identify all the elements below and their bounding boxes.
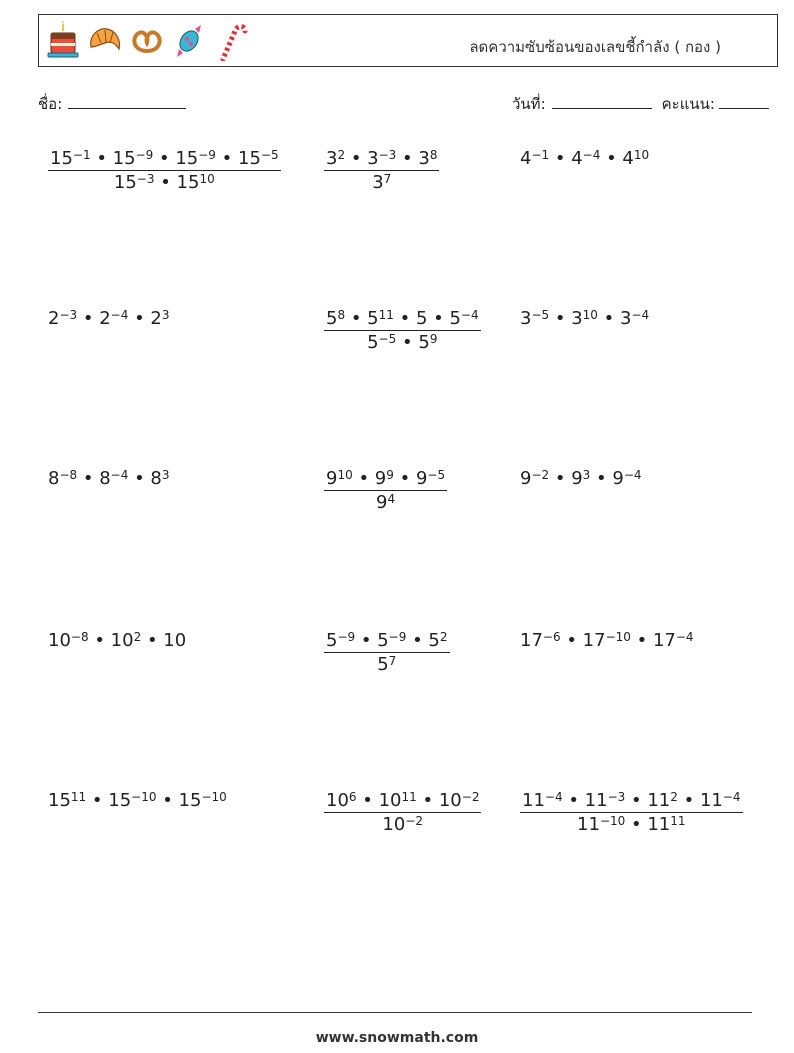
problem-1 bbox=[48, 148, 281, 193]
name-field bbox=[38, 92, 186, 116]
date-label: วันที่: bbox=[512, 95, 546, 113]
candy-cane-icon bbox=[213, 21, 249, 61]
fraction bbox=[520, 790, 743, 835]
date-score-field bbox=[512, 92, 779, 116]
problem-10 bbox=[48, 630, 186, 651]
expression: $4^{-1}$ • $4^{-4}$ • $4^{10}$ bbox=[520, 147, 650, 169]
expression: $15^{11}$ • $15^{-10}$ • $15^{-10}$ bbox=[48, 789, 227, 811]
denominator: $11^{-10}$ • $11^{11}$ bbox=[577, 813, 686, 835]
fraction bbox=[324, 630, 450, 675]
worksheet-header bbox=[38, 14, 778, 67]
expression: $2^{-3}$ • $2^{-4}$ • $2^3$ bbox=[48, 307, 170, 329]
worksheet-title: ลดความซับซ้อนของเลขชี้กำลัง ( กอง ) bbox=[469, 38, 721, 56]
denominator: $3^7$ bbox=[372, 171, 392, 193]
numerator: $11^{-4}$ • $11^{-3}$ • $11^2$ • $11^{-4}$ bbox=[522, 789, 741, 811]
numerator: $3^2$ • $3^{-3}$ • $3^8$ bbox=[326, 147, 438, 169]
denominator: $5^7$ bbox=[377, 653, 397, 675]
problem-15 bbox=[520, 790, 743, 835]
problem-12 bbox=[520, 630, 694, 651]
problem-8 bbox=[324, 468, 447, 513]
problem-5 bbox=[324, 308, 481, 353]
footer-divider bbox=[38, 1012, 752, 1013]
name-label: ชื่อ: bbox=[38, 95, 63, 113]
expression: $8^{-8}$ • $8^{-4}$ • $8^3$ bbox=[48, 467, 170, 489]
numerator: $9^{10}$ • $9^9$ • $9^{-5}$ bbox=[326, 467, 446, 489]
expression: $10^{-8}$ • $10^2$ • 10 bbox=[48, 629, 187, 651]
expression: $17^{-6}$ • $17^{-10}$ • $17^{-4}$ bbox=[520, 629, 694, 651]
numerator: $5^{-9}$ • $5^{-9}$ • $5^2$ bbox=[326, 629, 448, 651]
score-label: คะแนน: bbox=[661, 95, 715, 113]
problem-3 bbox=[520, 148, 649, 169]
numerator: $5^8$ • $5^{11}$ • 5 • $5^{-4}$ bbox=[326, 307, 479, 329]
pretzel-icon bbox=[129, 21, 165, 61]
fraction bbox=[48, 148, 281, 193]
fraction bbox=[324, 308, 481, 353]
problem-14 bbox=[324, 790, 481, 835]
fraction bbox=[324, 148, 439, 193]
expression: $3^{-5}$ • $3^{10}$ • $3^{-4}$ bbox=[520, 307, 650, 329]
problem-4 bbox=[48, 308, 170, 329]
fraction bbox=[324, 790, 481, 835]
problem-9 bbox=[520, 468, 642, 489]
problem-6 bbox=[520, 308, 649, 329]
footer-url: www.snowmath.com bbox=[315, 1030, 479, 1046]
numerator: $10^6$ • $10^{11}$ • $10^{-2}$ bbox=[326, 789, 480, 811]
denominator: $9^4$ bbox=[376, 491, 396, 513]
expression: $9^{-2}$ • $9^3$ • $9^{-4}$ bbox=[520, 467, 642, 489]
problem-2 bbox=[324, 148, 439, 193]
problem-11 bbox=[324, 630, 450, 675]
denominator: $10^{-2}$ bbox=[382, 813, 424, 835]
cake-icon bbox=[45, 21, 81, 61]
croissant-icon bbox=[87, 21, 123, 61]
problem-7 bbox=[48, 468, 170, 489]
fraction bbox=[324, 468, 447, 513]
numerator: $15^{-1}$ • $15^{-9}$ • $15^{-9}$ • $15^{-5}$ bbox=[50, 147, 279, 169]
denominator: $15^{-3}$ • $15^{10}$ bbox=[113, 171, 215, 193]
header-icons bbox=[45, 21, 249, 61]
candy-icon bbox=[171, 21, 207, 61]
name-blank[interactable] bbox=[68, 92, 186, 109]
score-blank[interactable] bbox=[719, 92, 769, 109]
problem-13 bbox=[48, 790, 227, 811]
denominator: $5^{-5}$ • $5^9$ bbox=[367, 331, 438, 353]
date-blank[interactable] bbox=[552, 92, 652, 109]
